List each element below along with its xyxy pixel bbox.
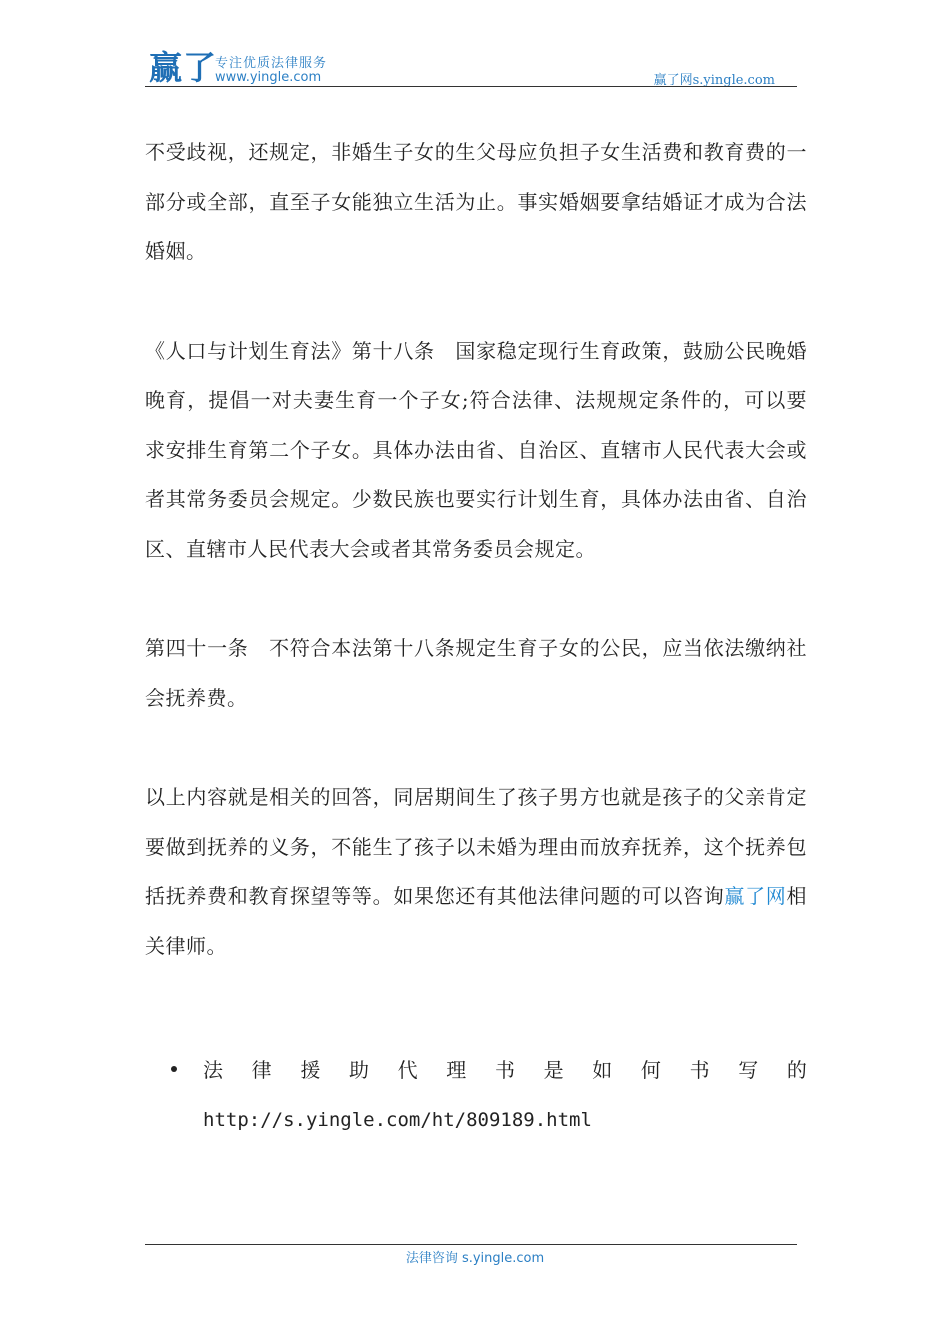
paragraph: 不受歧视，还规定，非婚生子女的生父母应负担子女生活费和教育费的一部分或全部，直至子女能独立生活为止。事实婚姻要拿结婚证才成为合法婚姻。 [145, 140, 807, 263]
header-site-link[interactable]: 赢了网s.yingle.com [653, 73, 775, 88]
header-divider [145, 86, 797, 87]
closing-text: 以上内容就是相关的回答，同居期间生了孩子男方也就是孩子的父亲肯定要做到抚养的义务，不能生了孩子以未婚为理由而放弃抚养，这个抚养包括抚养费和教育探望等等。如果您还有其他法律问题的可以咨询 [145, 785, 807, 908]
footer-divider [145, 1244, 797, 1245]
closing-paragraph [145, 773, 807, 971]
bullet-icon [171, 1066, 177, 1072]
page-header [145, 48, 797, 88]
paragraph: 《人口与计划生育法》第十八条 国家稳定现行生育政策，鼓励公民晚婚晚育，提倡一对夫妻生育一个子女;符合法律、法规规定条件的，可以要求安排生育第二个子女。具体办法由省、自治区、直辖市人民代表大会或者其常务委员会规定。少数民族也要实行计划生育，具体办法由省、自治区、直辖市人民代表大会或者其常务委员会规定。 [145, 338, 807, 561]
footer-link[interactable]: 法律咨询 s.yingle.com [405, 1251, 545, 1266]
related-article-url[interactable]: http://s.yingle.com/ht/809189.html [203, 1109, 592, 1131]
paragraph: 第四十一条 不符合本法第十八条规定生育子女的公民，应当依法缴纳社会抚养费。 [145, 636, 807, 710]
yingle-link[interactable]: 赢了网 [724, 884, 787, 908]
yingle-logo[interactable]: 赢了 [149, 48, 217, 87]
article-body [145, 128, 807, 1021]
related-article-title[interactable]: 法 律 援 助 代 理 书 是 如 何 书 写 的 [203, 1058, 807, 1082]
logo-tagline: 专注优质法律服务 [215, 56, 328, 71]
closing-text-end: 相关律师。 [145, 884, 808, 958]
logo-url: www.yingle.com [215, 70, 322, 85]
